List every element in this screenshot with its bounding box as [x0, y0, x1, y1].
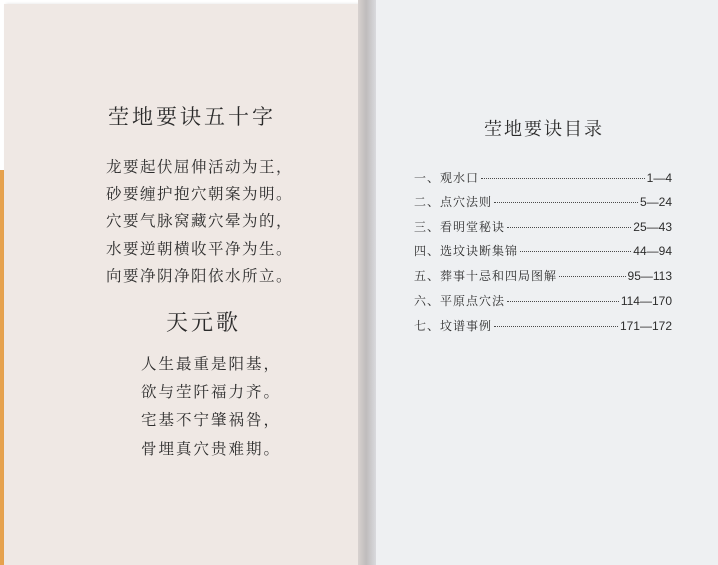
toc-leader-dots — [494, 202, 638, 203]
poem-line: 砂要缠护抱穴朝案为明。 — [106, 185, 294, 203]
song-line: 人生最重是阳基， — [141, 355, 282, 373]
toc-leader-dots — [481, 178, 645, 179]
poem-line: 龙要起伏屈伸活动为王， — [106, 158, 294, 176]
toc-leader-dots — [520, 251, 631, 252]
toc-entry-pages: 95—113 — [627, 269, 672, 283]
toc-entry-label: 六、平原点穴法 — [414, 294, 506, 308]
toc-leader-dots — [559, 276, 626, 277]
poem-line: 穴要气脉窝藏穴晕为的， — [106, 212, 294, 230]
poem-line: 向要净阴净阳依水所立。 — [106, 267, 294, 285]
toc-entry-label: 三、看明堂秘诀 — [414, 220, 506, 234]
toc-entry-pages: 25—43 — [633, 220, 672, 234]
toc-leader-dots — [494, 326, 618, 327]
toc-title: 茔地要诀目录 — [484, 119, 604, 140]
toc-entry-pages: 5—24 — [639, 195, 672, 209]
toc-entry — [414, 218, 672, 236]
toc-entry-label: 四、选坟诀断集锦 — [414, 244, 519, 258]
toc-entry-label: 五、葬事十忌和四局图解 — [414, 269, 558, 283]
song-line: 欲与茔阡福力齐。 — [141, 383, 282, 401]
book-gutter — [358, 0, 376, 565]
toc-entry-label: 一、观水口 — [414, 171, 480, 185]
song-line: 骨埋真穴贵难期。 — [141, 440, 282, 458]
toc-entry — [414, 242, 672, 260]
toc-leader-dots — [507, 301, 619, 302]
toc-entry-pages: 1—4 — [646, 171, 672, 185]
toc-entry-pages: 114—170 — [620, 294, 672, 308]
toc-entry-pages: 44—94 — [633, 244, 672, 258]
left-page-title: 茔地要诀五十字 — [108, 105, 276, 129]
song-line: 宅基不宁肇祸咎， — [141, 411, 282, 429]
toc-entry — [414, 193, 672, 211]
toc-entry-label: 二、点穴法则 — [414, 195, 493, 209]
toc-entry — [414, 169, 672, 187]
toc-entry-label: 七、坟谱事例 — [414, 319, 493, 333]
poem-line: 水要逆朝横收平净为生。 — [106, 240, 294, 258]
song-title: 天元歌 — [166, 311, 242, 336]
toc-leader-dots — [507, 227, 631, 228]
toc-entry — [414, 267, 672, 285]
toc-entry — [414, 292, 672, 310]
toc-entry — [414, 317, 672, 335]
toc-entry-pages: 171—172 — [619, 319, 672, 333]
